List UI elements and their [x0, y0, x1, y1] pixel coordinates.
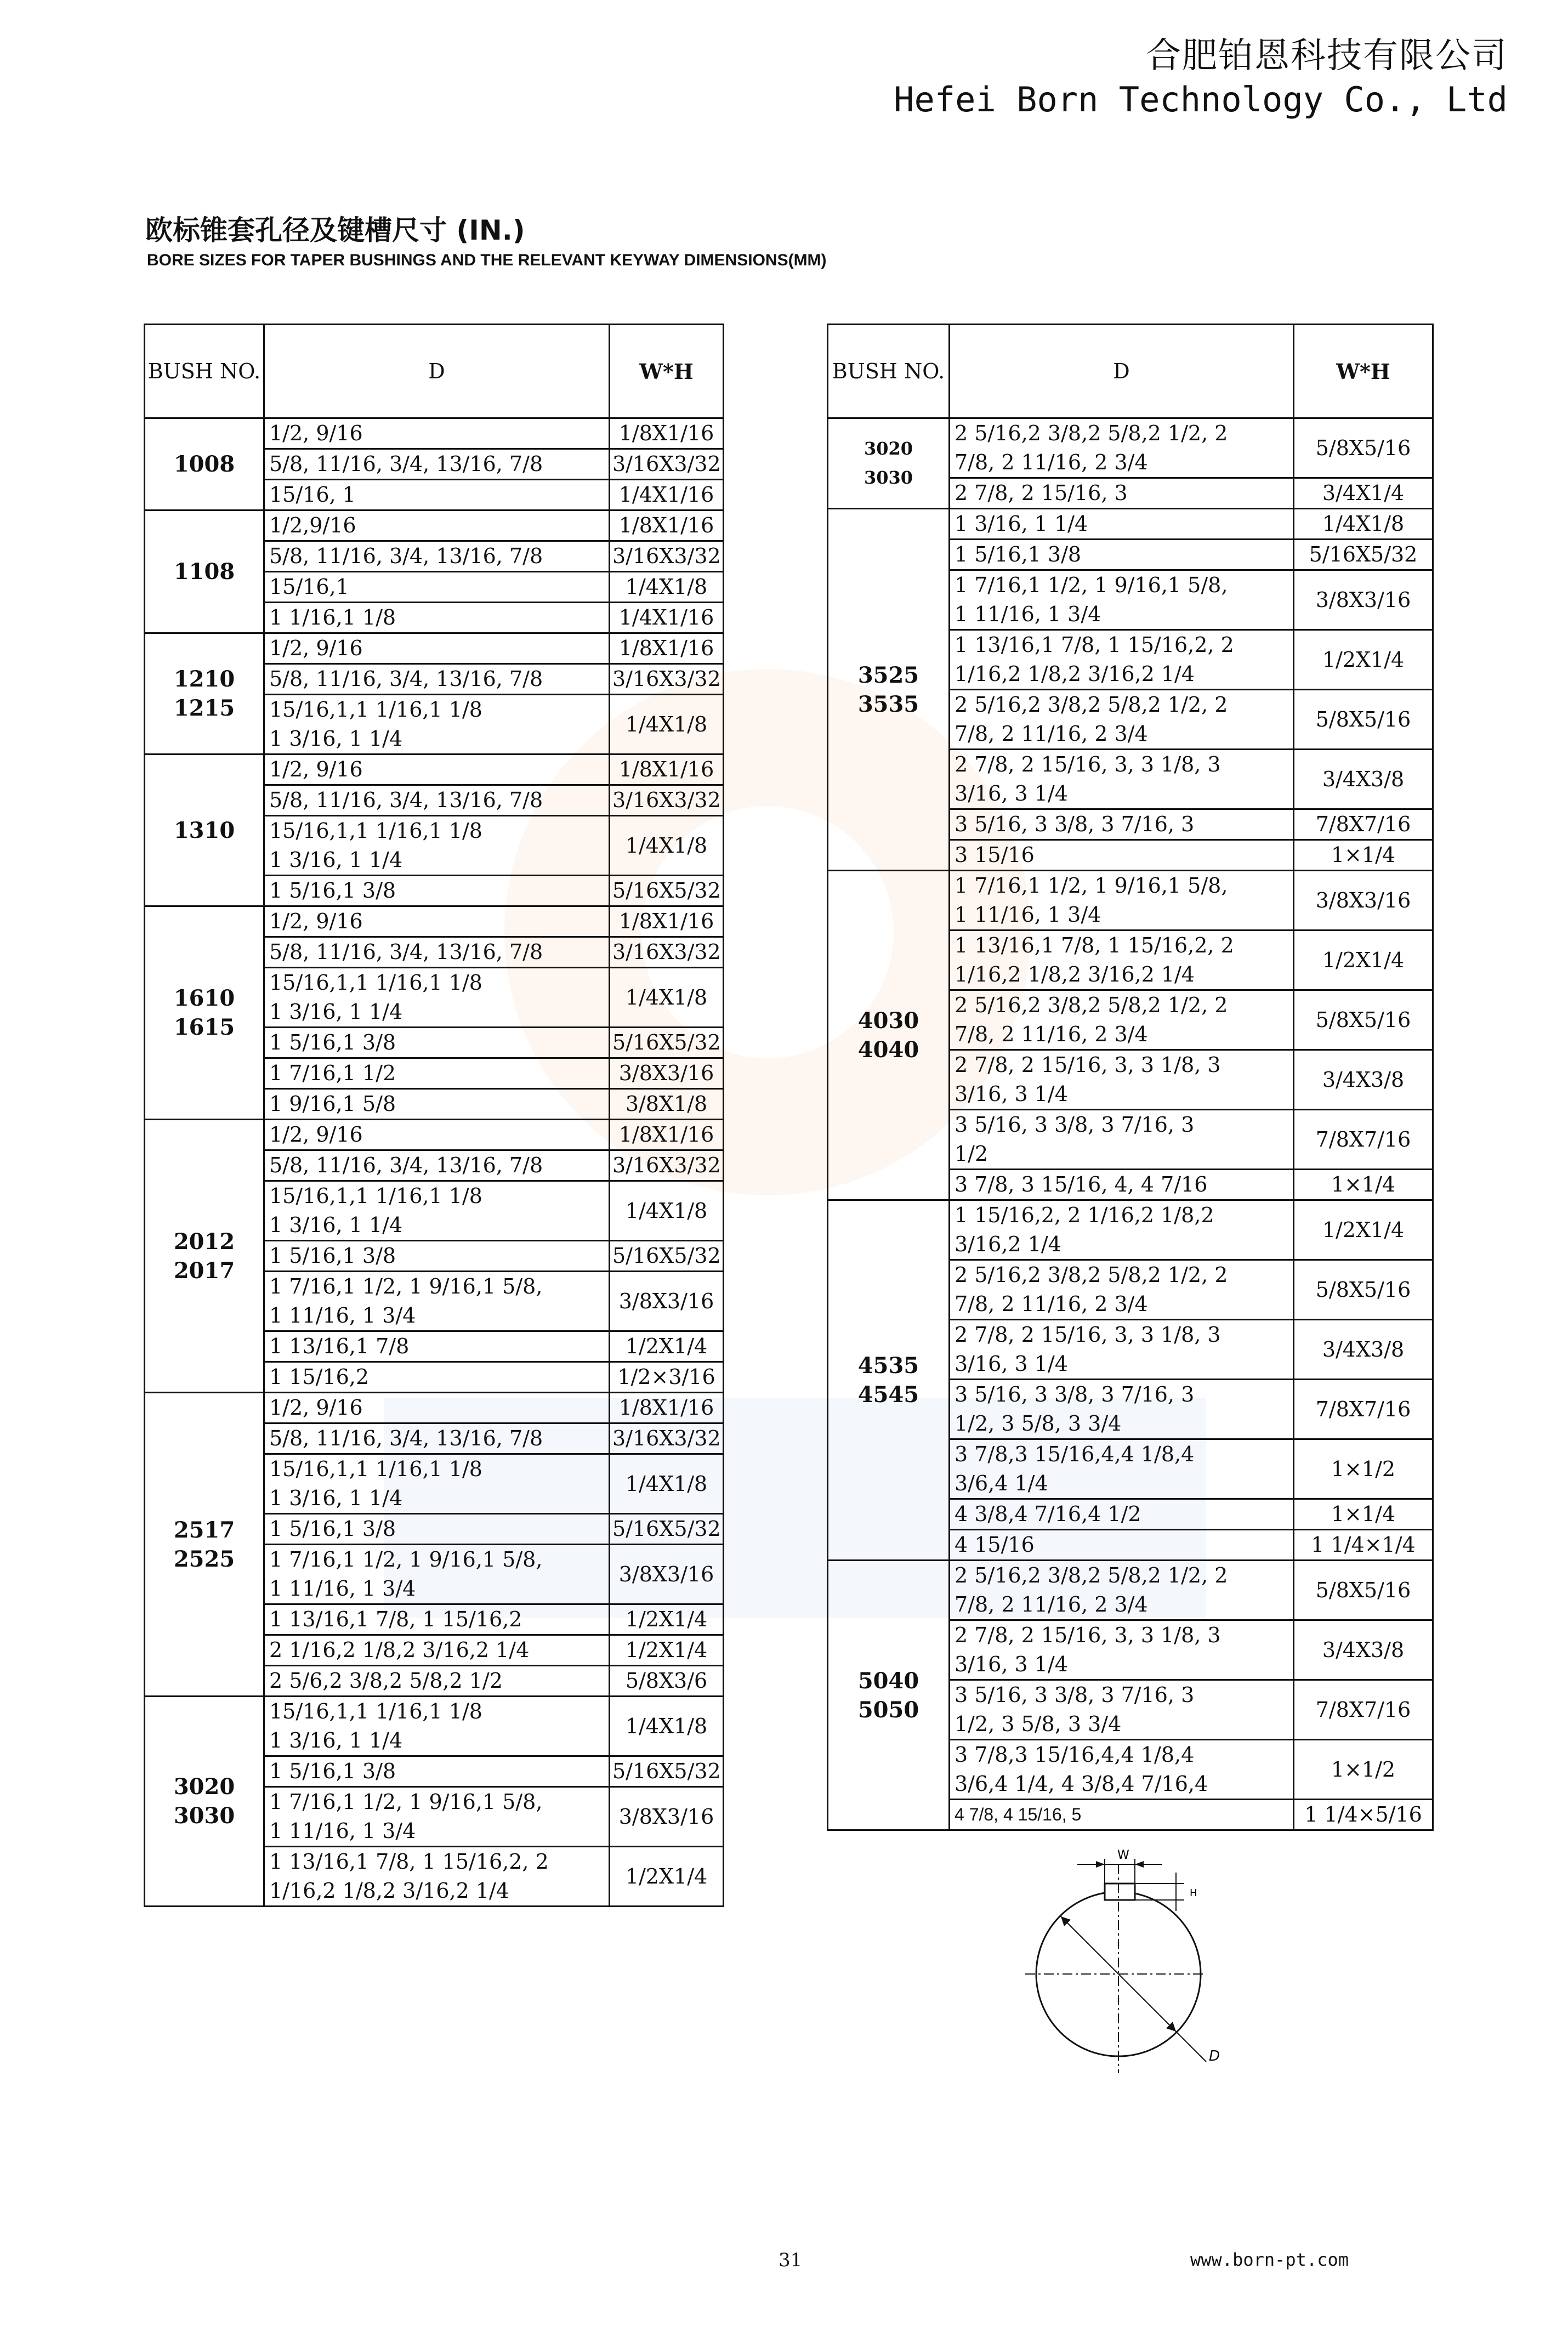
keyway-size-cell: 1/4X1/8 [610, 1181, 724, 1241]
keyway-size-cell: 1/8X1/16 [610, 906, 724, 937]
keyway-size-cell: 1/4X1/8 [610, 695, 724, 755]
page-title-cn: 欧标锥套孔径及键槽尺寸 (IN.) [145, 214, 525, 246]
keyway-size-cell: 5/16X5/32 [1294, 540, 1433, 570]
header-bush-no: BUSH NO. [145, 325, 264, 418]
bore-size-cell: 1 5/16,1 3/8 [950, 540, 1294, 570]
bore-size-cell: 2 5/16,2 3/8,2 5/8,2 1/2, 2 7/8, 2 11/16, 2 3/4 [950, 690, 1294, 750]
keyway-size-cell: 1/4X1/8 [610, 968, 724, 1028]
bore-size-cell: 1 1/16,1 1/8 [264, 603, 610, 633]
keyway-size-cell: 1/2X1/4 [610, 1604, 724, 1635]
table-row [145, 1120, 724, 1150]
keyway-size-cell: 3/16X3/32 [610, 1423, 724, 1454]
bore-size-cell: 1 7/16,1 1/2, 1 9/16,1 5/8, 1 11/16, 1 3/4 [264, 1272, 610, 1331]
bore-size-cell: 1/2, 9/16 [264, 1393, 610, 1423]
keyway-size-cell: 3/16X3/32 [610, 1150, 724, 1181]
bore-size-cell: 3 5/16, 3 3/8, 3 7/16, 3 [950, 809, 1294, 840]
keyway-size-cell: 1/8X1/16 [610, 1120, 724, 1150]
bore-size-cell: 2 5/16,2 3/8,2 5/8,2 1/2, 2 7/8, 2 11/16, 2 3/4 [950, 990, 1294, 1050]
label-h: H [1190, 1887, 1197, 1899]
table-row [828, 871, 1433, 931]
keyway-size-cell: 3/4X3/8 [1294, 1620, 1433, 1680]
keyway-size-cell: 3/4X1/4 [1294, 478, 1433, 509]
bore-size-cell: 2 5/6,2 3/8,2 5/8,2 1/2 [264, 1666, 610, 1697]
bore-size-cell: 3 15/16 [950, 840, 1294, 871]
keyway-size-cell: 3/16X3/32 [610, 785, 724, 816]
bore-size-cell: 5/8, 11/16, 3/4, 13/16, 7/8 [264, 664, 610, 695]
bore-size-cell: 1 5/16,1 3/8 [264, 1028, 610, 1058]
bush-no-cell: 3020 3030 [828, 418, 950, 509]
bore-size-cell: 1 7/16,1 1/2 [264, 1058, 610, 1089]
keyway-size-cell: 3/16X3/32 [610, 664, 724, 695]
bore-size-cell: 1/2, 9/16 [264, 755, 610, 785]
bore-size-cell: 1 5/16,1 3/8 [264, 1514, 610, 1545]
keyway-size-cell: 5/8X5/16 [1294, 418, 1433, 478]
table-row [828, 1200, 1433, 1260]
keyway-size-cell: 3/8X3/16 [610, 1787, 724, 1847]
bore-table-left [144, 324, 724, 1907]
company-name-en: Hefei Born Technology Co., Ltd [894, 80, 1508, 120]
header-wh: W*H [1294, 325, 1433, 418]
keyway-size-cell: 3/8X3/16 [610, 1545, 724, 1604]
header-d: D [950, 325, 1294, 418]
bush-no-cell: 1610 1615 [145, 906, 264, 1120]
keyway-size-cell: 1×1/4 [1294, 840, 1433, 871]
keyway-size-cell: 3/4X3/8 [1294, 750, 1433, 809]
bore-table-right [827, 324, 1434, 1831]
bore-size-cell: 1 7/16,1 1/2, 1 9/16,1 5/8, 1 11/16, 1 3/4 [950, 570, 1294, 630]
bush-no-cell: 3020 3030 [145, 1697, 264, 1907]
label-w: W [1117, 1848, 1129, 1862]
table-row [145, 633, 724, 664]
keyway-size-cell: 1/8X1/16 [610, 755, 724, 785]
keyway-size-cell: 3/4X3/8 [1294, 1050, 1433, 1110]
bore-size-cell: 1/2, 9/16 [264, 418, 610, 449]
bore-size-cell: 5/8, 11/16, 3/4, 13/16, 7/8 [264, 449, 610, 480]
keyway-size-cell: 1 1/4×5/16 [1294, 1800, 1433, 1830]
bore-size-cell: 1/2, 9/16 [264, 906, 610, 937]
bush-no-cell: 1210 1215 [145, 633, 264, 755]
table-row [145, 1393, 724, 1423]
bore-size-cell: 2 5/16,2 3/8,2 5/8,2 1/2, 2 7/8, 2 11/16, 2 3/4 [950, 1260, 1294, 1320]
page-title-en: BORE SIZES FOR TAPER BUSHINGS AND THE RELEVANT KEYWAY DIMENSIONS(MM) [147, 251, 827, 269]
keyway-size-cell: 5/16X5/32 [610, 1756, 724, 1787]
bore-size-cell: 1 3/16, 1 1/4 [950, 509, 1294, 540]
keyway-size-cell: 1×1/2 [1294, 1740, 1433, 1800]
keyway-size-cell: 1×1/4 [1294, 1170, 1433, 1200]
bore-size-cell: 1 5/16,1 3/8 [264, 876, 610, 906]
bore-size-cell: 3 5/16, 3 3/8, 3 7/16, 3 1/2, 3 5/8, 3 3/4 [950, 1380, 1294, 1439]
keyway-size-cell: 3/8X3/16 [1294, 570, 1433, 630]
bore-size-cell: 15/16,1,1 1/16,1 1/8 1 3/16, 1 1/4 [264, 1181, 610, 1241]
bore-size-cell: 4 15/16 [950, 1530, 1294, 1561]
bush-no-cell: 2517 2525 [145, 1393, 264, 1697]
bush-no-cell: 1008 [145, 418, 264, 510]
keyway-size-cell: 5/8X5/16 [1294, 990, 1433, 1050]
keyway-size-cell: 3/8X3/16 [610, 1272, 724, 1331]
bore-size-cell: 1 13/16,1 7/8, 1 15/16,2, 2 1/16,2 1/8,2 3/16,2 1/4 [264, 1847, 610, 1907]
bore-size-cell: 2 7/8, 2 15/16, 3, 3 1/8, 3 3/16, 3 1/4 [950, 1050, 1294, 1110]
keyway-size-cell: 3/8X1/8 [610, 1089, 724, 1120]
keyway-size-cell: 5/8X5/16 [1294, 1561, 1433, 1620]
bore-size-cell: 5/8, 11/16, 3/4, 13/16, 7/8 [264, 1423, 610, 1454]
bore-size-cell: 1 5/16,1 3/8 [264, 1241, 610, 1272]
keyway-size-cell: 1/4X1/8 [610, 1697, 724, 1756]
keyway-size-cell: 1×1/4 [1294, 1499, 1433, 1530]
bore-size-cell: 1 13/16,1 7/8, 1 15/16,2 [264, 1604, 610, 1635]
bush-no-cell: 2012 2017 [145, 1120, 264, 1393]
bore-size-cell: 5/8, 11/16, 3/4, 13/16, 7/8 [264, 541, 610, 572]
keyway-size-cell: 1/2X1/4 [610, 1331, 724, 1362]
keyway-size-cell: 1/2X1/4 [610, 1847, 724, 1907]
bore-size-cell: 3 7/8,3 15/16,4,4 1/8,4 3/6,4 1/4, 4 3/8,4 7/16,4 [950, 1740, 1294, 1800]
table-header-row [145, 325, 724, 418]
keyway-size-cell: 7/8X7/16 [1294, 809, 1433, 840]
bore-size-cell: 2 7/8, 2 15/16, 3, 3 1/8, 3 3/16, 3 1/4 [950, 1320, 1294, 1380]
bore-size-cell: 1/2, 9/16 [264, 633, 610, 664]
keyway-size-cell: 5/8X3/6 [610, 1666, 724, 1697]
bore-size-cell: 1 7/16,1 1/2, 1 9/16,1 5/8, 1 11/16, 1 3/4 [264, 1545, 610, 1604]
keyway-size-cell: 5/16X5/32 [610, 1241, 724, 1272]
keyway-size-cell: 3/16X3/32 [610, 937, 724, 968]
company-name-cn: 合肥铂恩科技有限公司 [1146, 36, 1508, 76]
bush-no-cell: 1108 [145, 510, 264, 633]
keyway-size-cell: 7/8X7/16 [1294, 1380, 1433, 1439]
bore-size-cell: 5/8, 11/16, 3/4, 13/16, 7/8 [264, 937, 610, 968]
bush-no-cell: 3525 3535 [828, 509, 950, 871]
bore-size-cell: 5/8, 11/16, 3/4, 13/16, 7/8 [264, 1150, 610, 1181]
table-row [145, 510, 724, 541]
keyway-size-cell: 3/16X3/32 [610, 541, 724, 572]
keyway-size-cell: 5/8X5/16 [1294, 1260, 1433, 1320]
keyway-size-cell: 3/8X3/16 [1294, 871, 1433, 931]
keyway-size-cell: 3/4X3/8 [1294, 1320, 1433, 1380]
bore-size-cell: 4 7/8, 4 15/16, 5 [950, 1800, 1294, 1830]
header-bush-no: BUSH NO. [828, 325, 950, 418]
bore-size-cell: 15/16,1 [264, 572, 610, 603]
bore-size-cell: 3 7/8, 3 15/16, 4, 4 7/16 [950, 1170, 1294, 1200]
bore-size-cell: 3 7/8,3 15/16,4,4 1/8,4 3/6,4 1/4 [950, 1439, 1294, 1499]
bore-size-cell: 2 7/8, 2 15/16, 3 [950, 478, 1294, 509]
bore-size-cell: 15/16,1,1 1/16,1 1/8 1 3/16, 1 1/4 [264, 1697, 610, 1756]
keyway-diagram [1025, 1842, 1277, 2073]
header-wh: W*H [610, 325, 724, 418]
bore-size-cell: 2 1/16,2 1/8,2 3/16,2 1/4 [264, 1635, 610, 1666]
keyway-size-cell: 7/8X7/16 [1294, 1110, 1433, 1170]
keyway-size-cell: 1/4X1/16 [610, 603, 724, 633]
keyway-size-cell: 1/4X1/8 [1294, 509, 1433, 540]
keyway-size-cell: 3/8X3/16 [610, 1058, 724, 1089]
bore-size-cell: 15/16,1,1 1/16,1 1/8 1 3/16, 1 1/4 [264, 1454, 610, 1514]
keyway-size-cell: 1/4X1/8 [610, 1454, 724, 1514]
bore-size-cell: 3 5/16, 3 3/8, 3 7/16, 3 1/2 [950, 1110, 1294, 1170]
bore-size-cell: 2 5/16,2 3/8,2 5/8,2 1/2, 2 7/8, 2 11/16, 2 3/4 [950, 418, 1294, 478]
bush-no-cell: 1310 [145, 755, 264, 906]
bore-size-cell: 1 13/16,1 7/8, 1 15/16,2, 2 1/16,2 1/8,2 3/16,2 1/4 [950, 630, 1294, 690]
keyway-size-cell: 5/8X5/16 [1294, 690, 1433, 750]
label-d: D [1209, 2048, 1220, 2064]
bore-size-cell: 15/16, 1 [264, 480, 610, 510]
page-number: 31 [779, 2249, 803, 2271]
bush-no-cell: 4030 4040 [828, 871, 950, 1200]
bore-size-cell: 5/8, 11/16, 3/4, 13/16, 7/8 [264, 785, 610, 816]
table-row [145, 906, 724, 937]
keyway-size-cell: 1/8X1/16 [610, 418, 724, 449]
keyway-size-cell: 1/8X1/16 [610, 633, 724, 664]
keyway-size-cell: 5/16X5/32 [610, 876, 724, 906]
table-row [145, 755, 724, 785]
bore-size-cell: 15/16,1,1 1/16,1 1/8 1 3/16, 1 1/4 [264, 816, 610, 876]
keyway-size-cell: 5/16X5/32 [610, 1028, 724, 1058]
keyway-size-cell: 1/2X1/4 [1294, 931, 1433, 990]
keyway-size-cell: 5/16X5/32 [610, 1514, 724, 1545]
table-row [828, 418, 1433, 478]
bore-size-cell: 2 7/8, 2 15/16, 3, 3 1/8, 3 3/16, 3 1/4 [950, 1620, 1294, 1680]
table-header-row [828, 325, 1433, 418]
website-url: www.born-pt.com [1190, 2249, 1349, 2270]
keyway-size-cell: 7/8X7/16 [1294, 1680, 1433, 1740]
keyway-size-cell: 1/2X1/4 [1294, 630, 1433, 690]
bore-size-cell: 1/2,9/16 [264, 510, 610, 541]
bore-size-cell: 15/16,1,1 1/16,1 1/8 1 3/16, 1 1/4 [264, 695, 610, 755]
bore-size-cell: 1 15/16,2 [264, 1362, 610, 1393]
table-row [828, 509, 1433, 540]
keyway-size-cell: 1/4X1/8 [610, 816, 724, 876]
bore-size-cell: 1/2, 9/16 [264, 1120, 610, 1150]
bore-size-cell: 1 7/16,1 1/2, 1 9/16,1 5/8, 1 11/16, 1 3/4 [950, 871, 1294, 931]
keyway-size-cell: 1/4X1/8 [610, 572, 724, 603]
bore-size-cell: 15/16,1,1 1/16,1 1/8 1 3/16, 1 1/4 [264, 968, 610, 1028]
header-d: D [264, 325, 610, 418]
keyway-size-cell: 1/2X1/4 [610, 1635, 724, 1666]
keyway-size-cell: 1/2X1/4 [1294, 1200, 1433, 1260]
bush-no-cell: 4535 4545 [828, 1200, 950, 1561]
keyway-size-cell: 1/8X1/16 [610, 510, 724, 541]
bush-no-cell: 5040 5050 [828, 1561, 950, 1830]
bore-size-cell: 3 5/16, 3 3/8, 3 7/16, 3 1/2, 3 5/8, 3 3/4 [950, 1680, 1294, 1740]
bore-size-cell: 2 5/16,2 3/8,2 5/8,2 1/2, 2 7/8, 2 11/16, 2 3/4 [950, 1561, 1294, 1620]
keyway-size-cell: 1×1/2 [1294, 1439, 1433, 1499]
bore-size-cell: 1 5/16,1 3/8 [264, 1756, 610, 1787]
bore-size-cell: 4 3/8,4 7/16,4 1/2 [950, 1499, 1294, 1530]
table-row [145, 418, 724, 449]
bore-size-cell: 2 7/8, 2 15/16, 3, 3 1/8, 3 3/16, 3 1/4 [950, 750, 1294, 809]
table-row [828, 1561, 1433, 1620]
bore-size-cell: 1 13/16,1 7/8, 1 15/16,2, 2 1/16,2 1/8,2 3/16,2 1/4 [950, 931, 1294, 990]
bore-size-cell: 1 7/16,1 1/2, 1 9/16,1 5/8, 1 11/16, 1 3/4 [264, 1787, 610, 1847]
keyway-size-cell: 1 1/4×1/4 [1294, 1530, 1433, 1561]
table-row [145, 1697, 724, 1756]
bore-size-cell: 1 15/16,2, 2 1/16,2 1/8,2 3/16,2 1/4 [950, 1200, 1294, 1260]
keyway-size-cell: 1/8X1/16 [610, 1393, 724, 1423]
bore-size-cell: 1 9/16,1 5/8 [264, 1089, 610, 1120]
bore-size-cell: 1 13/16,1 7/8 [264, 1331, 610, 1362]
keyway-size-cell: 3/16X3/32 [610, 449, 724, 480]
keyway-size-cell: 1/2×3/16 [610, 1362, 724, 1393]
keyway-size-cell: 1/4X1/16 [610, 480, 724, 510]
